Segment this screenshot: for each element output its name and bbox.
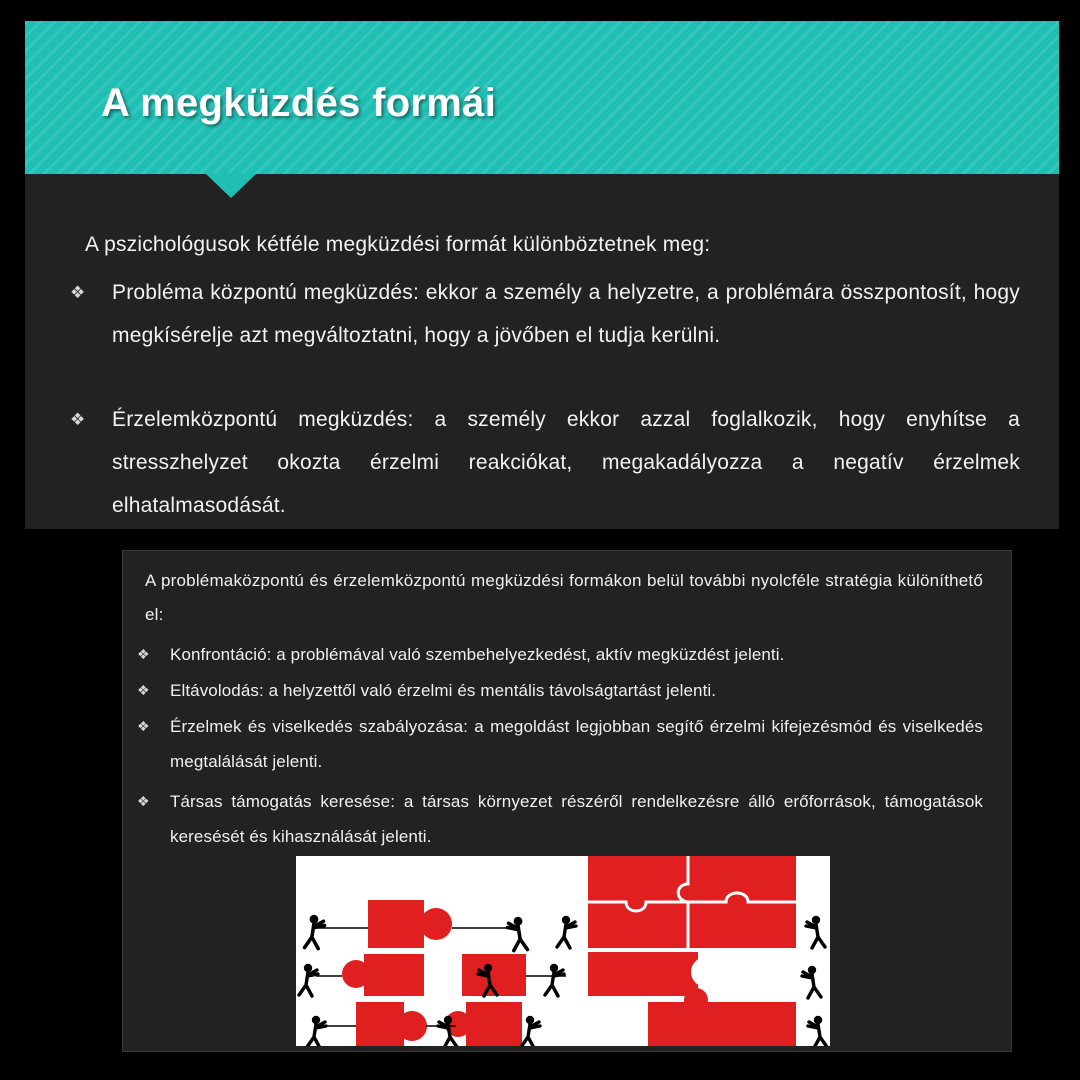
bullet-text: Probléma központú megküzdés: ekkor a személy a helyzetre, a problémára összpontosít, hogy megkísérelje azt megváltoztatni, hogy a jövőben el tudja kerülni. — [112, 281, 1020, 347]
banner-notch — [205, 173, 257, 198]
bullet-text: Érzelmek és viselkedés szabályozása: a megoldást legjobban segítő érzelmi kifejezésmód és viselkedés megtalálását jelenti. — [170, 717, 983, 771]
bullet-problem-focused — [70, 271, 1020, 357]
diamond-bullet-icon: ❖ — [70, 410, 86, 429]
bullet-text: Társas támogatás keresése: a társas környezet részéről rendelkezésre álló erőforrások, támogatások keresését és kihasználását jelenti. — [170, 792, 983, 846]
puzzle-people-illustration — [296, 856, 830, 1046]
bullet-text: Eltávolodás: a helyzettől való érzelmi és mentális távolságtartást jelenti. — [170, 681, 717, 700]
bullet-distancing — [137, 673, 983, 708]
bullet-self-control — [137, 709, 983, 779]
intro-text: A pszichológusok kétféle megküzdési formát különböztetnek meg: — [85, 233, 711, 256]
slide-top — [25, 21, 1059, 529]
bullet-confrontation — [137, 637, 983, 672]
diamond-bullet-icon: ❖ — [137, 718, 150, 734]
bullet-text: Konfrontáció: a problémával való szembehelyezkedést, aktív megküzdést jelenti. — [170, 645, 785, 664]
diamond-bullet-icon: ❖ — [70, 283, 86, 302]
bullet-emotion-focused — [70, 398, 1020, 527]
puzzle-icon — [296, 856, 830, 1046]
diamond-bullet-icon: ❖ — [137, 682, 150, 698]
diamond-bullet-icon: ❖ — [137, 793, 150, 809]
diamond-bullet-icon: ❖ — [137, 646, 150, 662]
strategies-intro: A problémaközpontú és érzelemközpontú megküzdési formákon belül további nyolcféle stratégia különíthető el: — [145, 571, 983, 624]
slide-bottom — [122, 550, 1012, 1052]
bullet-text: Érzelemközpontú megküzdés: a személy ekkor azzal foglalkozik, hogy enyhítse a stresszhelyzet okozta érzelmi reakciókat, megakadályozza a negatív érzelmek elhatalmasodását. — [112, 408, 1020, 517]
slide-title: A megküzdés formái — [101, 81, 497, 125]
bullet-social-support — [137, 784, 983, 854]
